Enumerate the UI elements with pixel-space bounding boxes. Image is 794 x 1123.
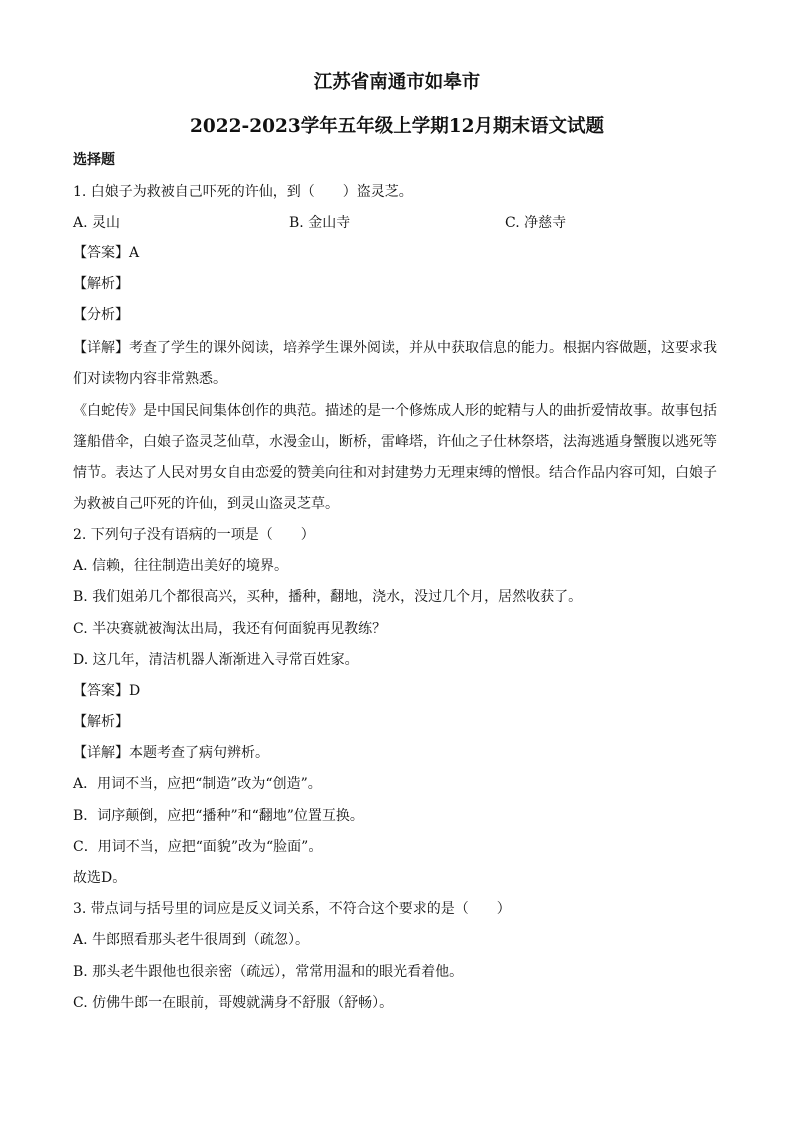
q1-fenxi-label: 【分析】 [73,307,129,323]
section-heading: 选择题 [73,152,115,168]
q2-option-c: C. 半决赛就被淘汰出局，我还有何面貌再见教练？ [73,621,387,637]
q1-para-line2: 篷船借伞，白娘子盗灵芝仙草，水漫金山，断桥，雷峰塔，许仙之子仕林祭塔，法海逃遁身蟹腹以逃死等 [73,434,717,450]
exam-title-region: 江苏省南通市如皋市 [313,72,481,93]
q2-detail: 【详解】本题考查了病句辨析。 [73,745,269,761]
q3-stem: 3. 带点词与括号里的词应是反义词关系，不符合这个要求的是（ ） [73,901,511,917]
q1-option-c: C. 净慈寺 [505,215,567,231]
q3-option-c: C. 仿佛牛郎一在眼前，哥嫂就满身不舒服（舒畅）。 [73,995,394,1011]
q2-analysis-label: 【解析】 [73,714,129,730]
q2-option-b: B. 我们姐弟几个都很高兴，买种，播种，翻地，浇水，没过几个月，居然收获了。 [73,589,583,605]
q2-explain-c: C．用词不当，应把“面貌”改为“脸面”。 [73,839,323,855]
q1-para-line4: 为救被自己吓死的许仙，到灵山盗灵芝草。 [73,496,339,512]
q2-explain-b: B．词序颠倒，应把“播种”和“翻地”位置互换。 [73,808,364,824]
q2-stem: 2. 下列句子没有语病的一项是（ ） [73,527,315,543]
q2-option-d: D. 这几年，清洁机器人渐渐进入寻常百姓家。 [73,652,359,668]
q3-option-b: B. 那头老牛跟他也很亲密（疏远），常常用温和的眼光看着他。 [73,964,464,980]
q1-para-line3: 情节。表达了人民对男女自由恋爱的赞美向往和对封建势力无理束缚的憎恨。结合作品内容可知，白娘子 [73,465,717,481]
q1-analysis-label: 【解析】 [73,276,129,292]
q2-explain-a: A．用词不当，应把“制造”改为“创造”。 [73,776,322,792]
q1-answer: 【答案】A [73,245,140,261]
q2-answer: 【答案】D [73,683,141,699]
q2-choice: 故选D。 [73,870,127,886]
q1-para-line1: 《白蛇传》是中国民间集体创作的典范。描述的是一个修炼成人形的蛇精与人的曲折爱情故事。故事包括 [73,403,717,419]
q1-option-a: A. 灵山 [73,215,121,231]
q3-option-a: A. 牛郎照看那头老牛很周到（疏忽）。 [73,932,310,948]
exam-title: 2022-2023学年五年级上学期12月期末语文试题 [190,116,604,137]
q1-detail-line1: 【详解】考查了学生的课外阅读，培养学生课外阅读，并从中获取信息的能力。根据内容做题，这要求我 [73,340,717,356]
q1-detail-line2: 们对读物内容非常熟悉。 [73,371,227,387]
q2-option-a: A. 信赖，往往制造出美好的境界。 [73,558,289,574]
q1-option-b: B. 金山寺 [289,215,351,231]
q1-stem: 1. 白娘子为救被自己吓死的许仙，到（ ）盗灵芝。 [73,184,413,200]
